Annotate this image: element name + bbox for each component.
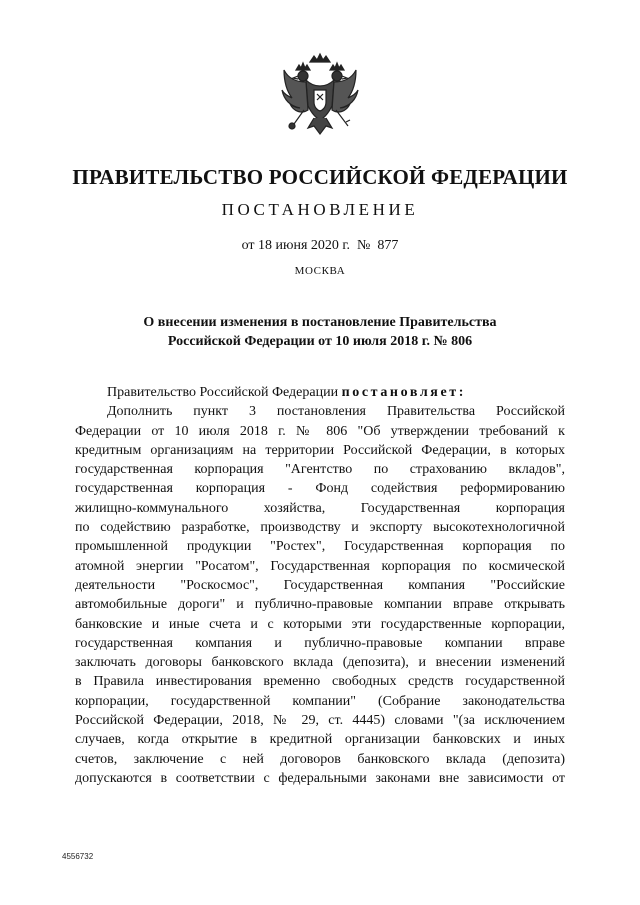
document-barcode-number: 4556732	[62, 852, 94, 861]
body-line: Дополнить пункт 3 постановления Правительства Российской	[107, 404, 565, 420]
body-line: заключать договоры банковского вклада (депозита), и внесении изменений	[75, 655, 565, 671]
body-line: в Правила инвестирования временно свободных средств государственной	[75, 674, 565, 690]
body-line: кредитным организациям на территории Российской Федерации, в которых	[75, 442, 565, 458]
subject-line-2: Российской Федерации от 10 июля 2018 г. № 806	[167, 334, 473, 349]
body-line: счетов, заключение с ней договоров банковского вклада (депозита)	[75, 751, 565, 767]
body-line: Российской Федерации, 2018, № 29, ст. 4445) словами "(за исключением	[75, 713, 565, 729]
body-intro-resolves: постановляет:	[341, 385, 466, 400]
body-line: государственная корпорация "Агентство по страхованию вкладов",	[75, 462, 565, 478]
body-line: промышленной продукции "Ростех", Государственная корпорация по	[75, 539, 565, 555]
body-intro-line	[75, 383, 565, 402]
body-line: атомной энергии "Росатом", Государственная корпорация по космической	[75, 558, 565, 574]
body-line: по содействию разработке, производству и экспорту высокотехнологичной	[75, 520, 565, 536]
body-line: деятельности "Роскосмос", Государственная компания "Российские	[75, 577, 565, 593]
subject-line-1: О внесении изменения в постановление Правительства	[143, 315, 497, 330]
coat-of-arms-emblem	[270, 48, 370, 140]
document-date-number: от 18 июня 2020 г. № 877	[241, 238, 399, 253]
government-title: ПРАВИТЕЛЬСТВО РОССИЙСКОЙ ФЕДЕРАЦИИ	[72, 165, 568, 189]
body-line: жилищно-коммунального хозяйства, Государственная корпорация	[75, 500, 565, 516]
body-line: государственная компания и публично-правовые компании вправе	[75, 635, 565, 651]
body-line: корпорации, государственной компании" (Собрание законодательства	[75, 693, 565, 709]
body-intro-prefix: Правительство Российской Федерации	[107, 385, 339, 400]
document-type: ПОСТАНОВЛЕНИЕ	[221, 200, 419, 219]
document-body	[75, 383, 565, 788]
document-city: МОСКВА	[294, 265, 346, 277]
body-line: Федерации от 10 июля 2018 г. № 806 "Об утверждении требований к	[75, 423, 565, 439]
russian-coat-of-arms-icon	[270, 48, 370, 140]
body-line: автомобильные дороги" и публично-правовые компании вправе открывать	[75, 597, 565, 613]
body-line: случаев, когда открытие в кредитной организации банковских и иных	[75, 732, 565, 748]
body-line: допускаются в соответствии с федеральными законами вне зависимости от	[75, 770, 565, 786]
body-line: банковские и иные счета и с которыми эти государственные корпорации,	[75, 616, 565, 632]
body-line: государственная корпорация - Фонд содействия реформированию	[75, 481, 565, 497]
document-subject	[0, 313, 640, 351]
